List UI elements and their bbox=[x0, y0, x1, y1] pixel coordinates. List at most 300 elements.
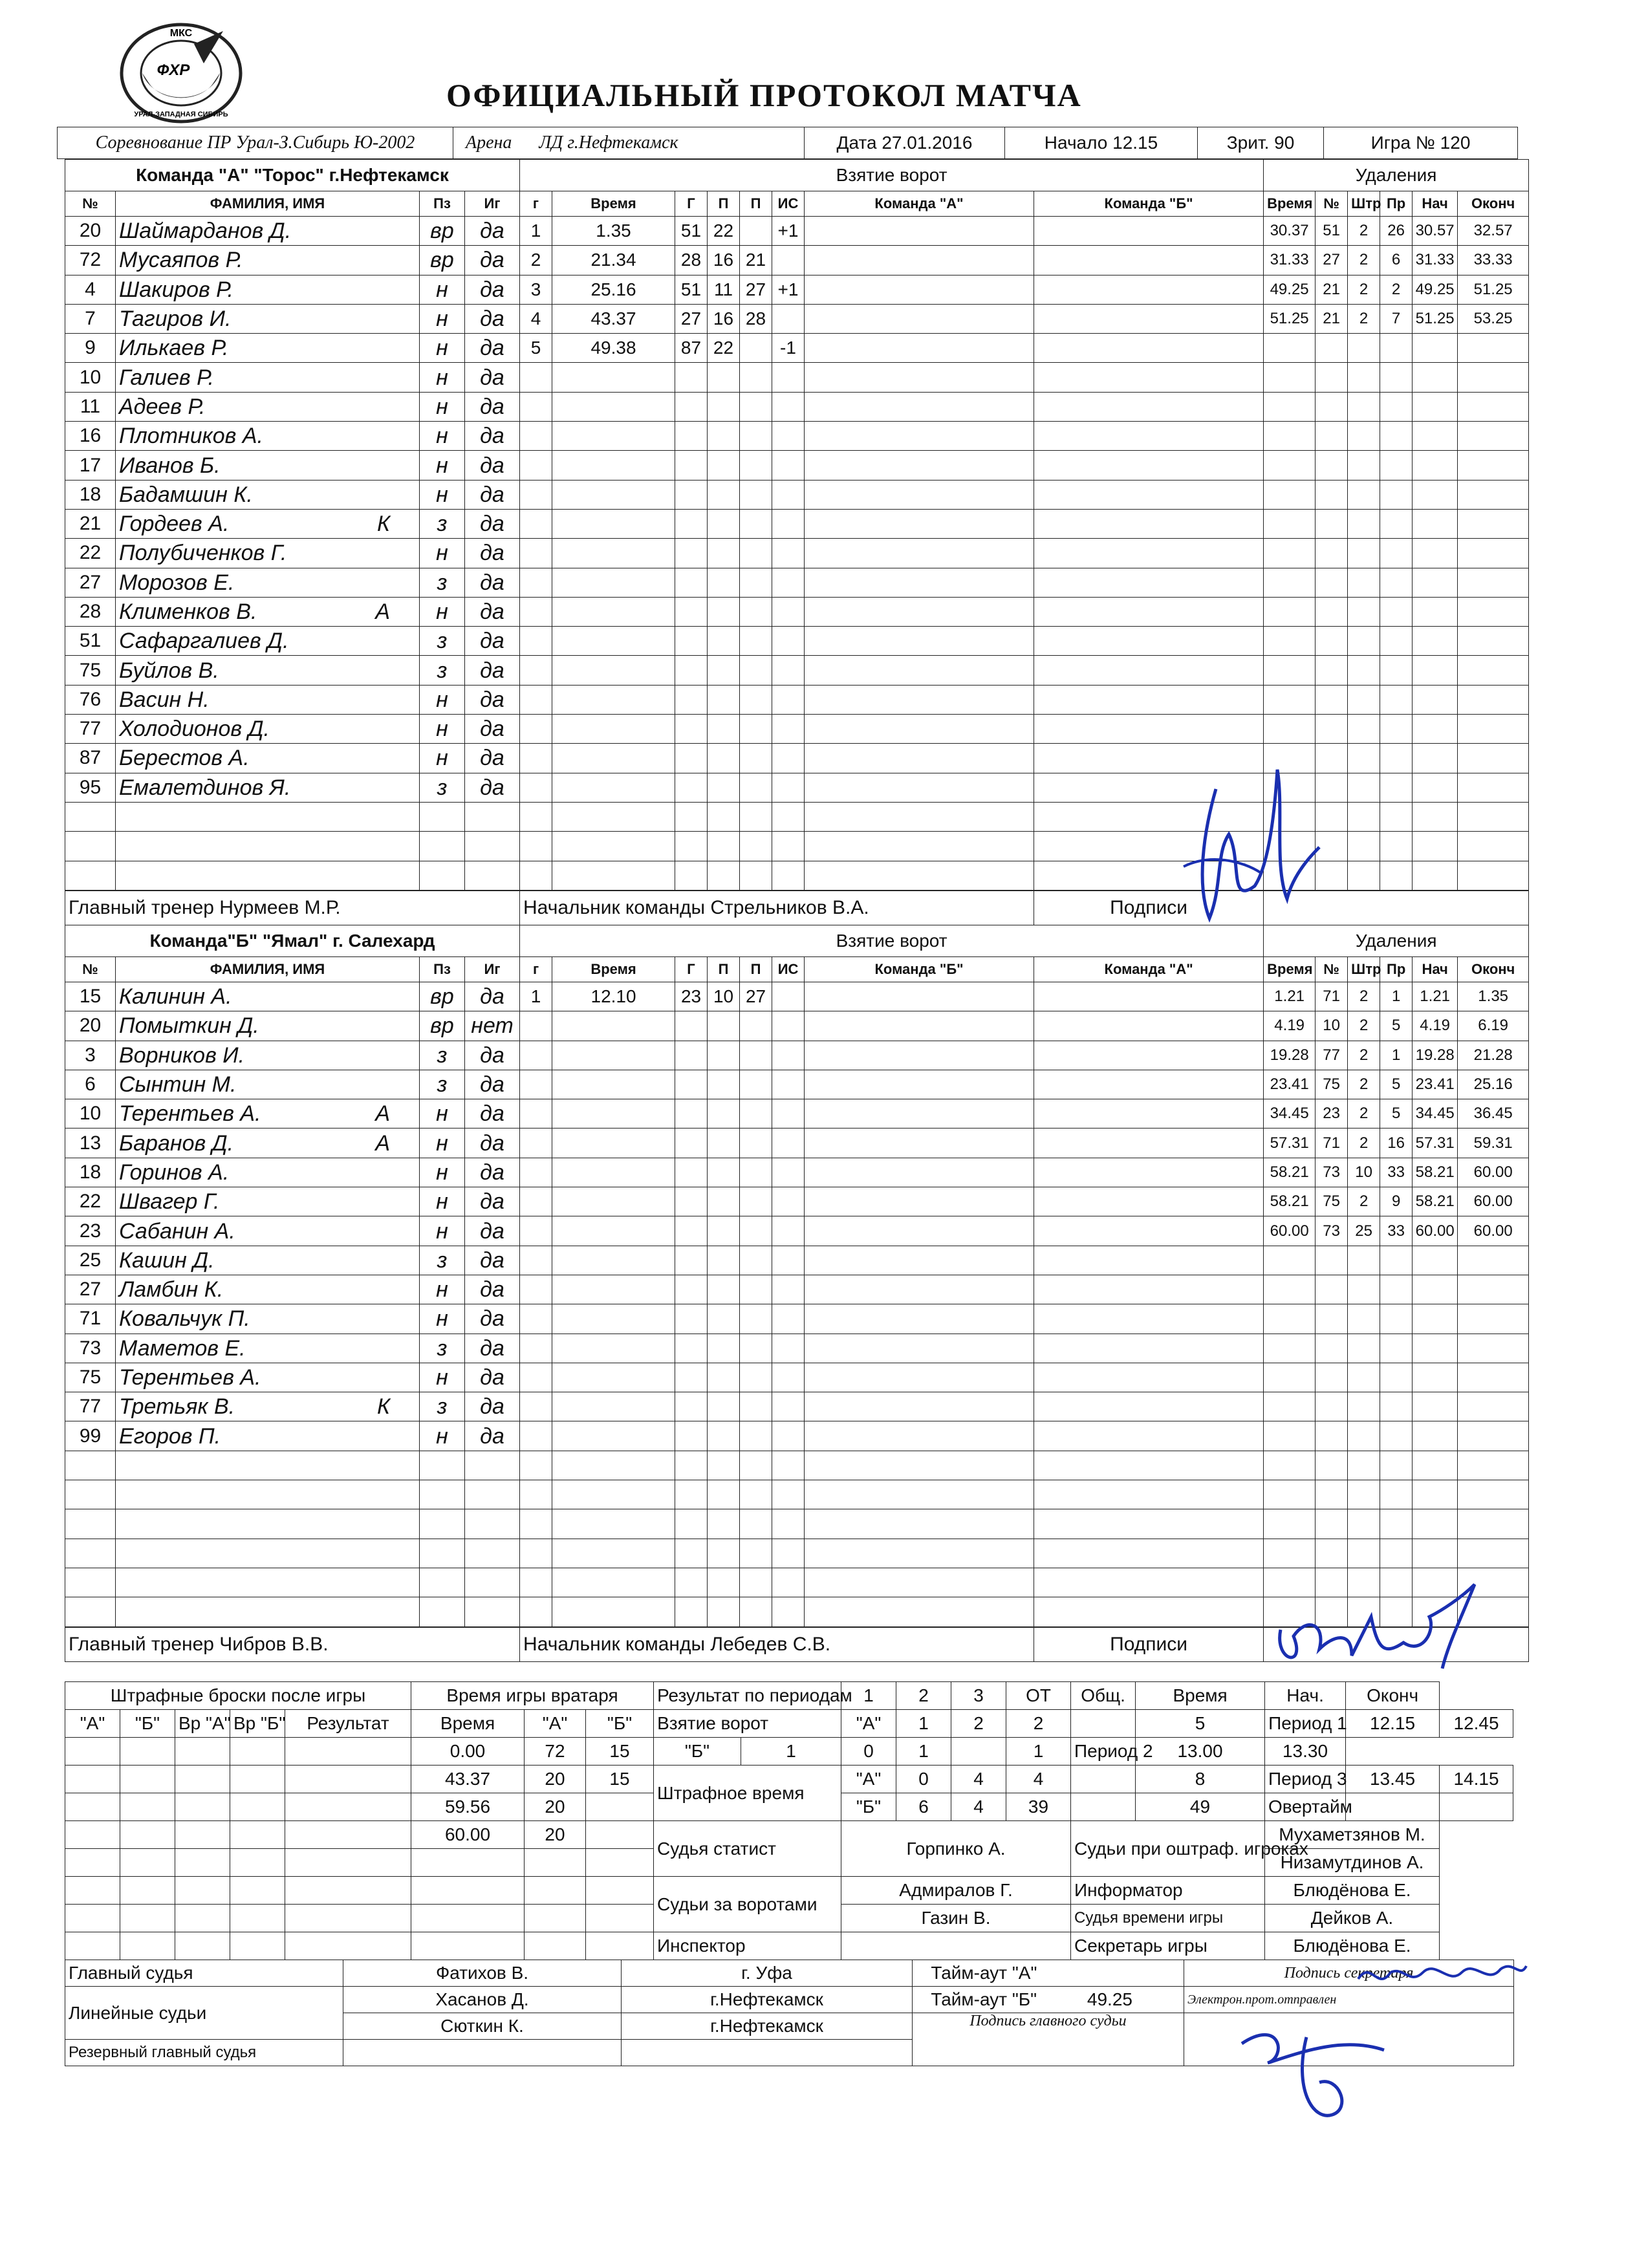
teamB-pen-start bbox=[1413, 1568, 1458, 1597]
teamB-col-pen-end: Оконч bbox=[1458, 957, 1529, 982]
teamB-goal-number bbox=[520, 1304, 552, 1334]
teamB-goal-strength bbox=[772, 1246, 805, 1275]
teamA-row bbox=[65, 392, 1529, 421]
teamA-player-number: 4 bbox=[65, 275, 116, 304]
shootout-col-gkb: Вр "Б" bbox=[230, 1710, 285, 1738]
shootout-cell bbox=[65, 1849, 120, 1877]
teamB-pen-reason bbox=[1380, 1451, 1413, 1480]
teamB-goal-assist-1: 10 bbox=[708, 982, 740, 1011]
teamA-player-name bbox=[116, 656, 420, 685]
teamB-pen-time bbox=[1264, 1304, 1316, 1334]
teamB-goal-team-1 bbox=[805, 1480, 1034, 1509]
teamA-player-position: з bbox=[420, 568, 465, 597]
teamA-player-played: да bbox=[465, 422, 520, 451]
summary-gk-a: 20 bbox=[525, 1793, 586, 1821]
teamB-pen-minutes: 10 bbox=[1348, 1158, 1380, 1187]
teamB-player-name bbox=[116, 1216, 420, 1246]
teamB-pen-end bbox=[1458, 1275, 1529, 1304]
teamA-player-name bbox=[116, 597, 420, 626]
teamB-goal-team-1 bbox=[805, 1597, 1034, 1627]
teamA-goal-number bbox=[520, 480, 552, 509]
teamA-player-name-text: Клименков В. bbox=[119, 599, 257, 624]
goal-judge-1: Адмиралов Г. bbox=[841, 1877, 1071, 1905]
teamB-row bbox=[65, 1363, 1529, 1392]
teamB-player-number: 3 bbox=[65, 1041, 116, 1070]
teamB-pen-reason bbox=[1380, 1539, 1413, 1568]
teamA-player-number: 87 bbox=[65, 744, 116, 773]
teamA-goal-assist-2 bbox=[740, 422, 772, 451]
teamB-pen-time bbox=[1264, 1275, 1316, 1304]
teamA-player-name-text: Емалетдинов Я. bbox=[119, 775, 291, 800]
teamA-goal-number: 3 bbox=[520, 275, 552, 304]
teamB-goal-scorer bbox=[675, 1480, 708, 1509]
teamA-goal-team-1 bbox=[805, 334, 1034, 363]
teamA-goal-team-2 bbox=[1034, 217, 1264, 246]
teamA-goal-team-1 bbox=[805, 539, 1034, 568]
teamA-goal-assist-1 bbox=[708, 656, 740, 685]
teamB-player-position bbox=[420, 1480, 465, 1509]
linesman-1: Хасанов Д. bbox=[343, 1987, 622, 2013]
summary-gk-a bbox=[525, 1932, 586, 1960]
teamA-pen-end bbox=[1458, 451, 1529, 480]
teamB-player-name bbox=[116, 1392, 420, 1421]
period-col-1: 1 bbox=[841, 1682, 896, 1710]
teamB-goal-time bbox=[552, 1070, 675, 1099]
teamB-player-played: да bbox=[465, 1304, 520, 1334]
teamA-goal-strength bbox=[772, 861, 805, 891]
teamB-player-number bbox=[65, 1480, 116, 1509]
goals-b-label: "Б" bbox=[654, 1738, 741, 1766]
teamB-pen-start: 57.31 bbox=[1413, 1129, 1458, 1158]
teamB-goal-assist-2 bbox=[740, 1099, 772, 1129]
teamA-player-number: 51 bbox=[65, 627, 116, 656]
teamB-goal-team-1 bbox=[805, 1041, 1034, 1070]
teamA-pen-end bbox=[1458, 480, 1529, 509]
teamB-pen-minutes bbox=[1348, 1509, 1380, 1539]
teamB-player-played: да bbox=[465, 1041, 520, 1070]
teamA-goal-assist-1: 22 bbox=[708, 334, 740, 363]
teamA-goal-team-2 bbox=[1034, 832, 1264, 861]
teamB-pen-start bbox=[1413, 1392, 1458, 1421]
teamB-pen-reason bbox=[1380, 1246, 1413, 1275]
teamB-goal-scorer bbox=[675, 1246, 708, 1275]
teamA-col-pos: Пз bbox=[420, 191, 465, 217]
teamA-pen-time bbox=[1264, 597, 1316, 626]
teamA-goal-assist-1 bbox=[708, 422, 740, 451]
linesman-2: Сюткин К. bbox=[343, 2013, 622, 2040]
teamB-pen-player bbox=[1316, 1539, 1348, 1568]
teamA-player-played: да bbox=[465, 656, 520, 685]
teamA-goal-team-1 bbox=[805, 627, 1034, 656]
teamA-goal-assist-1 bbox=[708, 568, 740, 597]
teamA-player-name-text: Холодионов Д. bbox=[119, 717, 270, 742]
teamB-pen-end bbox=[1458, 1246, 1529, 1275]
teamB-pen-start bbox=[1413, 1246, 1458, 1275]
teamA-goal-assist-2: 21 bbox=[740, 246, 772, 275]
teamA-row bbox=[65, 246, 1529, 275]
teamA-title: Команда "А" "Торос" г.Нефтекамск bbox=[65, 160, 520, 191]
teamA-pen-end: 32.57 bbox=[1458, 217, 1529, 246]
summary-gk-a: 20 bbox=[525, 1821, 586, 1849]
teamA-player-name bbox=[116, 480, 420, 509]
teamA-goal-team-1 bbox=[805, 217, 1034, 246]
teamB-pen-time: 60.00 bbox=[1264, 1216, 1316, 1246]
teamB-pen-end bbox=[1458, 1509, 1529, 1539]
teamB-player-name-text: Баранов Д. bbox=[119, 1130, 234, 1156]
pim-a-2: 4 bbox=[1006, 1766, 1071, 1793]
shootout-col-a: "А" bbox=[65, 1710, 120, 1738]
teamB-goal-strength bbox=[772, 1304, 805, 1334]
teamA-pen-time bbox=[1264, 685, 1316, 714]
teamB-pen-reason bbox=[1380, 1275, 1413, 1304]
teamB-pen-start: 34.45 bbox=[1413, 1099, 1458, 1129]
teamA-row bbox=[65, 275, 1529, 304]
teamA-player-number: 75 bbox=[65, 656, 116, 685]
teamB-goal-strength bbox=[772, 1480, 805, 1509]
teamA-player-name bbox=[116, 217, 420, 246]
teamB-pen-start bbox=[1413, 1275, 1458, 1304]
teamA-col-played: Иг bbox=[465, 191, 520, 217]
teamB-goal-assist-2 bbox=[740, 1158, 772, 1187]
teamA-pen-player bbox=[1316, 451, 1348, 480]
teamA-pen-reason bbox=[1380, 773, 1413, 802]
teamB-pen-player: 71 bbox=[1316, 982, 1348, 1011]
teamA-pen-player: 21 bbox=[1316, 304, 1348, 333]
teamA-player-name bbox=[116, 246, 420, 275]
teamA-pen-end bbox=[1458, 568, 1529, 597]
teamA-player-name-text: Илькаев Р. bbox=[119, 336, 229, 361]
shootout-cell bbox=[120, 1877, 175, 1905]
gk-time-title: Время игры вратаря bbox=[411, 1682, 654, 1710]
teamA-player-number: 72 bbox=[65, 246, 116, 275]
teamA-pen-time bbox=[1264, 480, 1316, 509]
teamB-pen-minutes bbox=[1348, 1421, 1380, 1451]
shootout-cell bbox=[65, 1905, 120, 1932]
teamB-player-number: 75 bbox=[65, 1363, 116, 1392]
teamB-goal-number bbox=[520, 1099, 552, 1129]
teamA-player-played bbox=[465, 861, 520, 891]
teamB-goal-team-2 bbox=[1034, 1451, 1264, 1480]
summary-gk-b bbox=[586, 1905, 654, 1932]
teamA-goal-strength bbox=[772, 773, 805, 802]
teamA-pen-player bbox=[1316, 656, 1348, 685]
teamB-col-goal-no: г bbox=[520, 957, 552, 982]
teamB-goal-scorer bbox=[675, 1275, 708, 1304]
teamB-player-name-text: Ворников И. bbox=[119, 1042, 245, 1068]
teamB-goal-assist-2 bbox=[740, 1392, 772, 1421]
pim-b-1: 4 bbox=[951, 1793, 1006, 1821]
teamB-col-num: № bbox=[65, 957, 116, 982]
teamA-player-name bbox=[116, 861, 420, 891]
teamB-goal-assist-2 bbox=[740, 1070, 772, 1099]
teamB-goal-assist-2 bbox=[740, 1187, 772, 1216]
teamB-pen-start: 4.19 bbox=[1413, 1011, 1458, 1041]
teamB-goal-strength bbox=[772, 1597, 805, 1627]
teamA-player-played bbox=[465, 832, 520, 861]
teamA-player-position: н bbox=[420, 480, 465, 509]
shootout-cell bbox=[230, 1877, 285, 1905]
teamA-goal-team-1 bbox=[805, 744, 1034, 773]
teamB-goal-strength bbox=[772, 1334, 805, 1363]
teamB-pen-start bbox=[1413, 1421, 1458, 1451]
competition: Соревнование ПР Урал-З.Сибирь Ю-2002 bbox=[58, 127, 453, 159]
teamA-pen-minutes bbox=[1348, 363, 1380, 392]
teamB-pen-start: 60.00 bbox=[1413, 1216, 1458, 1246]
teamB-goal-scorer bbox=[675, 1509, 708, 1539]
teamB-pen-end: 1.35 bbox=[1458, 982, 1529, 1011]
teamB-goal-team-2 bbox=[1034, 1099, 1264, 1129]
goals-label: Взятие ворот bbox=[654, 1710, 841, 1738]
teamA-pen-end: 53.25 bbox=[1458, 304, 1529, 333]
timeout-a: Тайм-аут "А" bbox=[913, 1960, 1184, 1987]
teamA-player-name-text: Буйлов В. bbox=[119, 658, 219, 683]
shootout-cell bbox=[285, 1766, 411, 1793]
teamB-player-number: 99 bbox=[65, 1421, 116, 1451]
teamB-col-pen-reason: Пр bbox=[1380, 957, 1413, 982]
teamA-pen-minutes bbox=[1348, 392, 1380, 421]
shootout-col-result: Результат bbox=[285, 1710, 411, 1738]
teamB-goal-number bbox=[520, 1246, 552, 1275]
teamB-goal-team-2 bbox=[1034, 1334, 1264, 1363]
teamB-goal-team-1 bbox=[805, 1421, 1034, 1451]
teamA-player-played: да bbox=[465, 773, 520, 802]
teamA-goal-strength bbox=[772, 451, 805, 480]
teamA-goal-scorer bbox=[675, 539, 708, 568]
teamB-player-number bbox=[65, 1597, 116, 1627]
teamB-goal-strength bbox=[772, 1509, 805, 1539]
time-row-1-start: 12.15 bbox=[1346, 1710, 1440, 1738]
teamA-player-number: 28 bbox=[65, 597, 116, 626]
teamA-pen-player bbox=[1316, 685, 1348, 714]
teamB-goal-team-2 bbox=[1034, 1011, 1264, 1041]
teamA-pen-minutes bbox=[1348, 685, 1380, 714]
teamA-goal-assist-2 bbox=[740, 802, 772, 831]
teamB-goal-scorer bbox=[675, 1597, 708, 1627]
teamA-pen-end bbox=[1458, 744, 1529, 773]
teamB-player-name-text: Ковальчук П. bbox=[119, 1306, 250, 1332]
teamA-player-played: да bbox=[465, 304, 520, 333]
teamA-goal-number bbox=[520, 861, 552, 891]
teamB-goal-assist-1 bbox=[708, 1011, 740, 1041]
teamB-goal-time bbox=[552, 1334, 675, 1363]
teamB-player-played bbox=[465, 1509, 520, 1539]
teamB-goal-scorer bbox=[675, 1158, 708, 1187]
teamA-goal-team-2 bbox=[1034, 509, 1264, 538]
teamA-col-name: ФАМИЛИЯ, ИМЯ bbox=[116, 191, 420, 217]
teamB-player-name-text: Калинин А. bbox=[119, 984, 232, 1010]
teamB-goal-team-1 bbox=[805, 1187, 1034, 1216]
teamA-goal-team-1 bbox=[805, 422, 1034, 451]
teamA-pen-minutes: 2 bbox=[1348, 275, 1380, 304]
teamA-coach: Главный тренер Нурмеев М.Р. bbox=[65, 891, 520, 925]
teamA-col-team-2: Команда "Б" bbox=[1034, 191, 1264, 217]
teamB-goal-strength bbox=[772, 1129, 805, 1158]
teamB-pen-start bbox=[1413, 1304, 1458, 1334]
teamB-goal-team-2 bbox=[1034, 1597, 1264, 1627]
teamB-player-position: н bbox=[420, 1216, 465, 1246]
periods-title: Результат по периодам bbox=[654, 1682, 841, 1710]
teamA-col-num: № bbox=[65, 191, 116, 217]
teamA-pen-start bbox=[1413, 802, 1458, 831]
teamA-goal-scorer bbox=[675, 656, 708, 685]
teamA-row bbox=[65, 334, 1529, 363]
teamA-player-played: да bbox=[465, 715, 520, 744]
time-col-time: Время bbox=[1136, 1682, 1265, 1710]
teamB-pen-time: 4.19 bbox=[1264, 1011, 1316, 1041]
teamA-goal-assist-2 bbox=[740, 597, 772, 626]
teamA-goal-strength: +1 bbox=[772, 275, 805, 304]
teamA-goal-team-2 bbox=[1034, 275, 1264, 304]
teamA-goal-scorer bbox=[675, 422, 708, 451]
teamB-pen-player bbox=[1316, 1392, 1348, 1421]
teamB-player-name bbox=[116, 1158, 420, 1187]
teamB-goal-number bbox=[520, 1363, 552, 1392]
shootout-cell bbox=[65, 1738, 120, 1766]
summary-gk-a bbox=[525, 1905, 586, 1932]
teamB-pen-reason: 9 bbox=[1380, 1187, 1413, 1216]
teamB-player-name-text: Маметов Е. bbox=[119, 1335, 246, 1361]
teamB-goal-team-2 bbox=[1034, 1392, 1264, 1421]
teamA-player-played: да bbox=[465, 246, 520, 275]
teamA-pen-end bbox=[1458, 422, 1529, 451]
teamA-goal-scorer bbox=[675, 480, 708, 509]
teamA-goal-time bbox=[552, 568, 675, 597]
teamA-goal-number bbox=[520, 451, 552, 480]
teamA-player-position: н bbox=[420, 304, 465, 333]
teamB-pen-player bbox=[1316, 1275, 1348, 1304]
teamA-player-name bbox=[116, 509, 420, 538]
teamA-player-name bbox=[116, 422, 420, 451]
teamB-pen-end: 59.31 bbox=[1458, 1129, 1529, 1158]
teamA-goal-assist-2 bbox=[740, 685, 772, 714]
teamA-col-pen-reason: Пр bbox=[1380, 191, 1413, 217]
teamA-pen-reason: 26 bbox=[1380, 217, 1413, 246]
teamA-goal-team-1 bbox=[805, 304, 1034, 333]
teamB-goal-team-2 bbox=[1034, 1187, 1264, 1216]
teamA-pen-time bbox=[1264, 539, 1316, 568]
teamA-player-played: да bbox=[465, 451, 520, 480]
teamA-goal-strength bbox=[772, 744, 805, 773]
teamA-player-number: 18 bbox=[65, 480, 116, 509]
teamB-pen-end: 25.16 bbox=[1458, 1070, 1529, 1099]
teamA-goal-time bbox=[552, 773, 675, 802]
teamA-goal-number: 1 bbox=[520, 217, 552, 246]
teamB-goal-team-2 bbox=[1034, 1246, 1264, 1275]
shootout-cell bbox=[65, 1821, 120, 1849]
teamA-player-position bbox=[420, 861, 465, 891]
gk-col-b: "Б" bbox=[586, 1710, 654, 1738]
teamB-pen-player bbox=[1316, 1451, 1348, 1480]
teamA-goal-strength bbox=[772, 627, 805, 656]
teamA-pen-minutes: 2 bbox=[1348, 217, 1380, 246]
teamB-pen-start: 58.21 bbox=[1413, 1158, 1458, 1187]
teamA-player-played: да bbox=[465, 568, 520, 597]
teamB-goal-team-2 bbox=[1034, 1129, 1264, 1158]
teamB-pen-minutes: 2 bbox=[1348, 1187, 1380, 1216]
teamB-goal-strength bbox=[772, 982, 805, 1011]
teamA-goal-strength bbox=[772, 480, 805, 509]
reserve-label: Резервный главный судья bbox=[65, 2040, 343, 2066]
teamB-goal-team-1 bbox=[805, 1304, 1034, 1334]
teamA-goal-scorer bbox=[675, 773, 708, 802]
teamB-player-position bbox=[420, 1597, 465, 1627]
teamA-goal-team-1 bbox=[805, 773, 1034, 802]
teamA-goal-strength bbox=[772, 568, 805, 597]
linesman-1-city: г.Нефтекамск bbox=[622, 1987, 913, 2013]
teamA-goal-assist-2: 28 bbox=[740, 304, 772, 333]
teamA-goal-strength bbox=[772, 392, 805, 421]
teamA-pen-start bbox=[1413, 539, 1458, 568]
pim-label: Штрафное время bbox=[654, 1766, 841, 1821]
teamA-player-name bbox=[116, 627, 420, 656]
teamA-pen-time bbox=[1264, 802, 1316, 831]
teamB-row bbox=[65, 982, 1529, 1011]
teamB-pen-reason bbox=[1380, 1568, 1413, 1597]
teamA-pen-start bbox=[1413, 597, 1458, 626]
teamA-penalties-title: Удаления bbox=[1264, 160, 1529, 191]
teamB-goal-time bbox=[552, 1129, 675, 1158]
teamA-goal-strength bbox=[772, 422, 805, 451]
teamB-col-goal-time: Время bbox=[552, 957, 675, 982]
teamA-goal-team-2 bbox=[1034, 480, 1264, 509]
teamA-goal-time bbox=[552, 422, 675, 451]
teamB-pen-end bbox=[1458, 1451, 1529, 1480]
teamB-pen-player bbox=[1316, 1246, 1348, 1275]
teamA-player-name-text: Шаймарданов Д. bbox=[119, 219, 292, 244]
teamA-goal-team-1 bbox=[805, 832, 1034, 861]
teamB-pen-end bbox=[1458, 1304, 1529, 1334]
teamB-pen-time: 34.45 bbox=[1264, 1099, 1316, 1129]
time-col-start: Нач. bbox=[1265, 1682, 1346, 1710]
linesman-2-city: г.Нефтекамск bbox=[622, 2013, 913, 2040]
teamA-pen-reason bbox=[1380, 422, 1413, 451]
teamB-player-number: 23 bbox=[65, 1216, 116, 1246]
teamA-goal-assist-2 bbox=[740, 744, 772, 773]
teamB-player-played bbox=[465, 1597, 520, 1627]
teamB-title: Команда"Б" "Ямал" г. Салехард bbox=[65, 925, 520, 957]
teamB-player-name bbox=[116, 1568, 420, 1597]
teamA-goal-time: 1.35 bbox=[552, 217, 675, 246]
reserve-city bbox=[622, 2040, 913, 2066]
teamA-goal-time: 21.34 bbox=[552, 246, 675, 275]
teamA-goal-time bbox=[552, 832, 675, 861]
teamA-pen-end bbox=[1458, 685, 1529, 714]
teamB-goal-number bbox=[520, 1480, 552, 1509]
teamA-pen-start bbox=[1413, 422, 1458, 451]
teamB-goal-number bbox=[520, 1392, 552, 1421]
teamA-pen-player bbox=[1316, 480, 1348, 509]
teamB-row bbox=[65, 1509, 1529, 1539]
teamA-pen-time bbox=[1264, 363, 1316, 392]
teamB-goal-team-2 bbox=[1034, 1041, 1264, 1070]
teamA-player-name-text: Шакиров Р. bbox=[119, 277, 234, 302]
arena: Арена ЛД г.Нефтекамск bbox=[453, 127, 805, 159]
teamA-goal-number bbox=[520, 392, 552, 421]
teamB-player-name bbox=[116, 1480, 420, 1509]
summary-gk-b bbox=[586, 1877, 654, 1905]
teamA-pen-time bbox=[1264, 627, 1316, 656]
teamB-player-number: 6 bbox=[65, 1070, 116, 1099]
shootout-cell bbox=[65, 1793, 120, 1821]
teamA-col-goal-time: Время bbox=[552, 191, 675, 217]
teamA-goal-assist-1 bbox=[708, 392, 740, 421]
teamB-player-number: 15 bbox=[65, 982, 116, 1011]
teamB-pen-end: 21.28 bbox=[1458, 1041, 1529, 1070]
teamB-goal-team-2 bbox=[1034, 1480, 1264, 1509]
teamA-goal-team-2 bbox=[1034, 597, 1264, 626]
teamA-pen-minutes bbox=[1348, 656, 1380, 685]
teamA-pen-player bbox=[1316, 627, 1348, 656]
